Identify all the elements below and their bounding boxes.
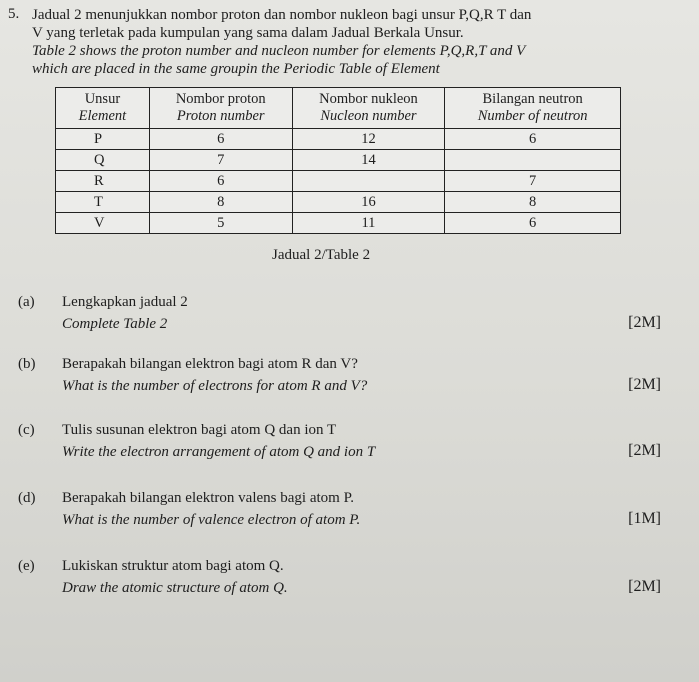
cell-proton: 8 — [149, 192, 292, 213]
cell-nucleon: 16 — [292, 192, 445, 213]
question-number: 5. — [8, 6, 20, 22]
table-row — [56, 150, 621, 171]
intro-ms-line-2: V yang terletak pada kumpulan yang sama dalam Jadual Berkala Unsur. — [32, 25, 464, 41]
header-nucleon-number: Nombor nukleon Nucleon number — [292, 88, 445, 129]
table-row — [56, 192, 621, 213]
table-header-row — [56, 88, 621, 129]
question-letter: (a) — [18, 294, 35, 310]
question-intro — [32, 6, 682, 78]
cell-neutron: 6 — [445, 213, 621, 234]
cell-element: Q — [56, 150, 150, 171]
question-ms-text: Tulis susunan elektron bagi atom Q dan ion T — [62, 422, 337, 438]
element-table — [55, 87, 621, 234]
header-neutron-number: Bilangan neutron Number of neutron — [445, 88, 621, 129]
table-row — [56, 129, 621, 150]
intro-en-line-1: Table 2 shows the proton number and nucleon number for elements P,Q,R,T and V — [32, 43, 526, 59]
question-ms-text: Lengkapkan jadual 2 — [62, 294, 188, 310]
question-ms-text: Berapakah bilangan elektron bagi atom R dan V? — [62, 356, 358, 372]
question-ms-text: Lukiskan struktur atom bagi atom Q. — [62, 558, 284, 574]
cell-proton: 5 — [149, 213, 292, 234]
intro-ms-line-1: Jadual 2 menunjukkan nombor proton dan nombor nukleon bagi unsur P,Q,R T dan — [32, 7, 532, 23]
question-letter: (b) — [18, 356, 36, 372]
question-en-text: Complete Table 2 — [62, 316, 168, 332]
table-row — [56, 171, 621, 192]
intro-en-line-2: which are placed in the same groupin the Periodic Table of Element — [32, 61, 440, 77]
cell-nucleon: 12 — [292, 129, 445, 150]
cell-nucleon: 14 — [292, 150, 445, 171]
question-en-text: Write the electron arrangement of atom Q and ion T — [62, 444, 376, 460]
table-row — [56, 213, 621, 234]
question-en-text: Draw the atomic structure of atom Q. — [62, 580, 288, 596]
question-ms-text: Berapakah bilangan elektron valens bagi atom P. — [62, 490, 354, 506]
question-letter: (c) — [18, 422, 35, 438]
question-mark: [2M] — [628, 314, 661, 331]
cell-element: R — [56, 171, 150, 192]
question-en-text: What is the number of valence electron of atom P. — [62, 512, 361, 528]
question-mark: [2M] — [628, 442, 661, 459]
cell-neutron: 7 — [445, 171, 621, 192]
header-element: Unsur Element — [56, 88, 150, 129]
question-mark: [2M] — [628, 376, 661, 393]
cell-proton: 6 — [149, 171, 292, 192]
cell-element: T — [56, 192, 150, 213]
question-letter: (e) — [18, 558, 35, 574]
question-en-text: What is the number of electrons for atom R and V? — [62, 378, 368, 394]
header-proton-number: Nombor proton Proton number — [149, 88, 292, 129]
question-mark: [2M] — [628, 578, 661, 595]
question-letter: (d) — [18, 490, 36, 506]
cell-proton: 7 — [149, 150, 292, 171]
cell-neutron: 8 — [445, 192, 621, 213]
cell-nucleon — [292, 171, 445, 192]
cell-proton: 6 — [149, 129, 292, 150]
cell-neutron: 6 — [445, 129, 621, 150]
cell-neutron — [445, 150, 621, 171]
question-mark: [1M] — [628, 510, 661, 527]
cell-element: V — [56, 213, 150, 234]
cell-element: P — [56, 129, 150, 150]
table-caption: Jadual 2/Table 2 — [272, 247, 371, 263]
cell-nucleon: 11 — [292, 213, 445, 234]
